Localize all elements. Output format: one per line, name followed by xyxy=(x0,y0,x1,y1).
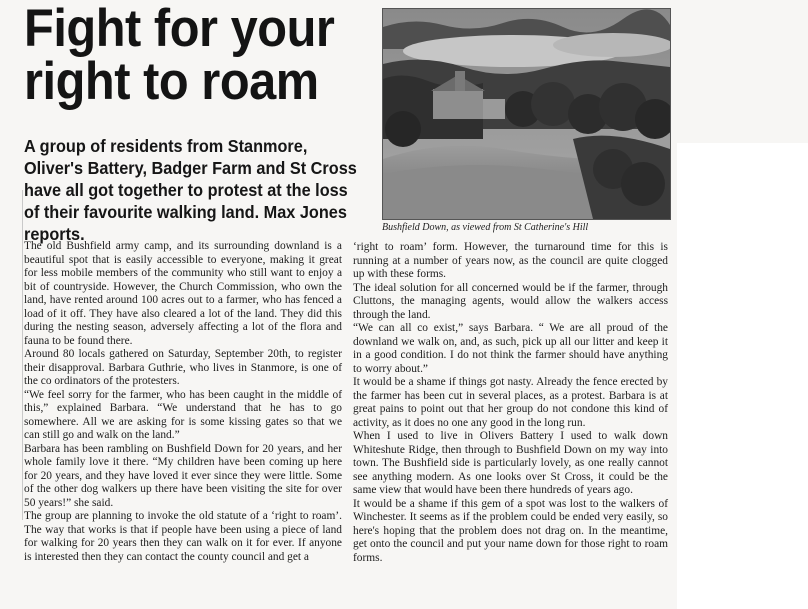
paragraph: “We feel sorry for the farmer, who has been caught in the middle of this,” explained Barbara. “We understand that he has to go somewhere. All we are asking for is some kissing gates so that we can still go and walk on the land.” xyxy=(24,388,342,441)
article-column-right xyxy=(353,241,668,565)
paragraph: Barbara has been rambling on Bushfield Down for 20 years, and her whole family love it there. “My children have been coming up here for 20 years, and they have loved it ever since they were little. Some of the other dog walkers up there have been visiting the site for over 50 years!” she said. xyxy=(24,442,342,509)
byline: Max Jones reports. xyxy=(24,202,347,244)
paragraph: ‘right to roam’ form. However, the turnaround time for this is running at a number of years now, as the council are quite clogged up with these forms. xyxy=(353,241,668,280)
headline-line-1: Fight for your xyxy=(24,0,335,58)
standfirst-text: A group of residents from Stanmore, Oliver's Battery, Badger Farm and St Cross have all got together to protest at the loss of their favourite walking land. xyxy=(24,136,357,222)
paragraph: Around 80 locals gathered on Saturday, September 20th, to register their disapproval. Barbara Guthrie, who lives in Stanmore, is one of the co ordinators of the protesters. xyxy=(24,348,342,387)
paragraph: The old Bushfield army camp, and its surrounding downland is a beautiful spot that is easily accessible to everyone, making it great for less mobile members of the community who still want to enjoy a bit of countryside. However, the Church Commission, who own the land, have rented around 100 acres out to a farmer, who has fenced a load of it off. They have also cleared a lot of the land. They did this during the nesting season, adversely affecting a lot of the flora and fauna to be found there. xyxy=(24,240,342,347)
article-column-left xyxy=(24,240,342,564)
standfirst xyxy=(24,135,363,245)
headline-line-2: right to roam xyxy=(24,52,319,111)
paragraph: It would be a shame if this gem of a spot was lost to the walkers of Winchester. It seems as if the problem could be ended very easily, so here's hoping that the problem does not drag on. In the meantime, get onto the council and put your name down for those right to roam forms. xyxy=(353,497,668,564)
landscape-photo xyxy=(382,8,671,220)
fold-line xyxy=(22,190,23,520)
headline xyxy=(24,0,346,111)
paragraph: When I used to live in Olivers Battery I used to walk down Whiteshute Ridge, then through to Bushfield Down on my way into town. The Bushfield side is particularly lovely, as one really cannot see anything modern. As one looks over St Cross, it could be the same view that would have been there hundreds of years ago. xyxy=(353,430,668,496)
landscape-photo-illustration xyxy=(383,9,670,219)
paragraph: The group are planning to invoke the old statute of a ‘right to roam’. The way that works is that if people have been using a piece of land for walking for 20 years then they can walk on it for ever. If anyone is interested then they can contact the county council and get a xyxy=(24,510,342,563)
paragraph: It would be a shame if things got nasty. Already the fence erected by the farmer has been cut in several places, as a protest. Barbara is at great pains to point out that her group do not condone this kind of activity, as it does no one any good in the long run. xyxy=(353,376,668,429)
paragraph: “We can all co exist,” says Barbara. “ We are all proud of the downland we walk on, and, as such, pick up all our litter and keep it in a good condition. I do not think the farmer should have anything to worry about.” xyxy=(353,322,668,375)
photo-caption: Bushfield Down, as viewed from St Catherine's Hill xyxy=(382,222,589,233)
blank-corner xyxy=(677,143,808,609)
paragraph: The ideal solution for all concerned would be if the farmer, through Cluttons, the managing agents, would allow the walkers access through the land. xyxy=(353,281,668,321)
